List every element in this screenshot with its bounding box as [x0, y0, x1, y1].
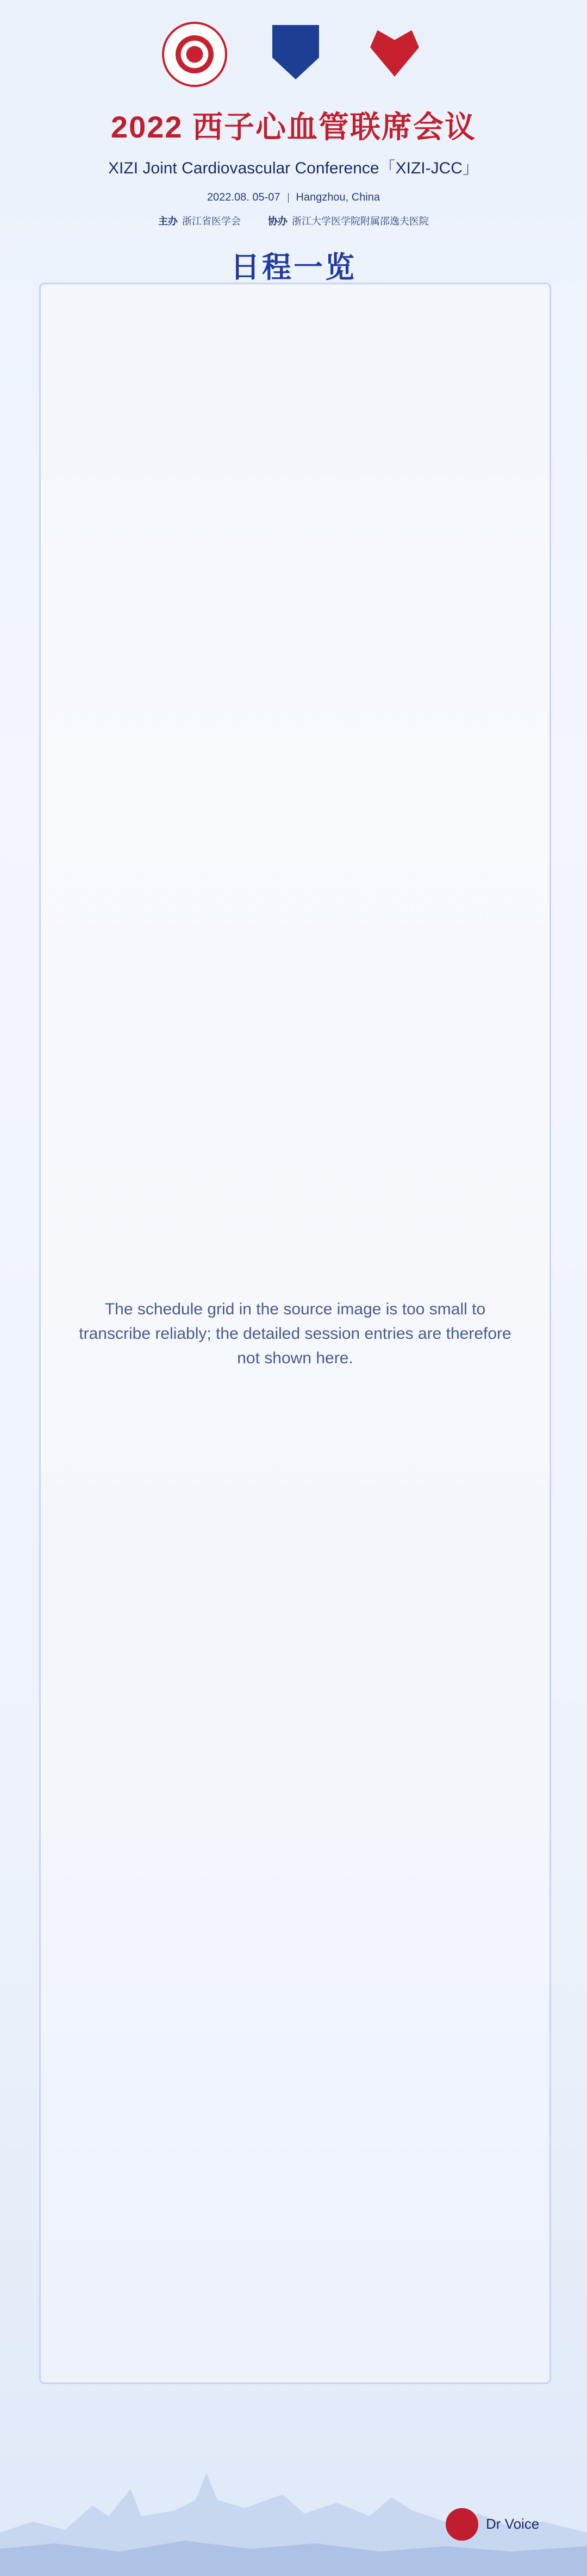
host-label: 主办: [158, 216, 178, 227]
dr-voice-logo-icon: [446, 2508, 478, 2541]
brand-name: Dr Voice: [486, 2516, 540, 2533]
schedule-placeholder-note: The schedule grid in the source image is too small to transcribe reliably; the detailed session entries are therefore not shown here.: [79, 1300, 511, 1367]
conference-city: Hangzhou, China: [296, 191, 380, 203]
brand-watermark: [446, 2494, 565, 2554]
divider: [288, 193, 289, 203]
page-header: [0, 0, 587, 286]
conference-title: 2022 西子心血管联席会议: [110, 110, 477, 144]
university-shield-icon: [265, 22, 326, 83]
schedule-title: 日程一览: [230, 251, 357, 284]
conference-subtitle: XIZI Joint Cardiovascular Conference「XIZI-JCC」: [108, 159, 479, 177]
host-value: 浙江省医学会: [182, 216, 241, 227]
conference-date: 2022.08. 05-07: [207, 191, 280, 203]
date-location: [0, 191, 587, 204]
logo-row: [0, 22, 587, 87]
heart-logo-icon: [364, 22, 425, 83]
co-organizer-value: 浙江大学医学院附属邵逸夫医院: [292, 216, 429, 227]
organizer-line: [0, 214, 587, 228]
co-organizer-label: 协办: [268, 216, 288, 227]
schedule-placeholder: [39, 283, 551, 2384]
hospital-logo-icon: [162, 22, 227, 87]
